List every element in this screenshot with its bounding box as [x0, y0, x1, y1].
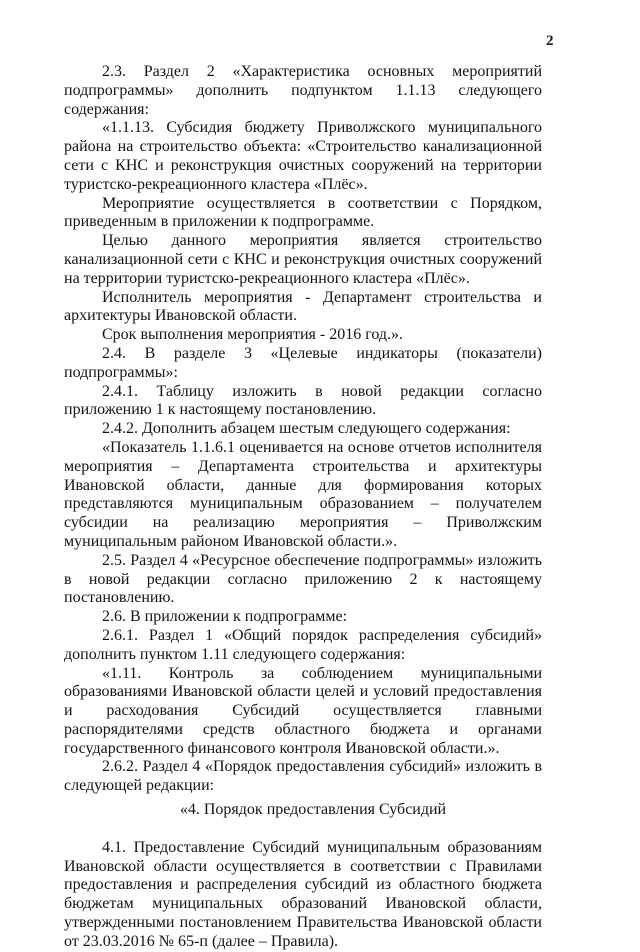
- paragraph-deadline: Срок выполнения мероприятия - 2016 год.».: [102, 326, 404, 344]
- paragraph-2-5: 2.5. Раздел 4 «Ресурсное обеспечение подпрограммы» изложить в новой редакции согласно приложению 2 к настоящему постановлению.: [64, 551, 542, 607]
- paragraph-4-1: 4.1. Предоставление Субсидий муниципальным образованиям Ивановской области осуществляется в соответствии с Правилами предоставления и распределения субсидий из областного бюджета бюджетам муниципальных образований Ивановской области, утвержденными постановлением Правительства Ивановской области от 23.03.2016 № 65-п (далее – Правила).: [64, 838, 542, 950]
- paragraph-executor: Исполнитель мероприятия - Департамент строительства и архитектуры Ивановской области.: [64, 288, 542, 325]
- paragraph-2-4-1: 2.4.1. Таблицу изложить в новой редакции согласно приложению 1 к настоящему постановлению.: [64, 382, 542, 419]
- document-body: [64, 63, 542, 952]
- paragraph-2-3: 2.3. Раздел 2 «Характеристика основных мероприятий подпрограммы» дополнить подпунктом 1.1.13 следующего содержания:: [64, 63, 542, 118]
- paragraph-indicator: «Показатель 1.1.6.1 оценивается на основе отчетов исполнителя мероприятия – Департамента строительства и архитектуры Ивановской области, данные для формирования которых представляются муниципальным образованием – получателем субсидии на реализацию мероприятия – Приволжским муниципальным районом Ивановской области.».: [64, 438, 542, 550]
- section-heading: «4. Порядок предоставления Субсидий: [179, 801, 447, 819]
- paragraph-1-11: «1.11. Контроль за соблюдением муниципальными образованиями Ивановской области целей и условий предоставления и расходования Субсидий осуществляется главными распорядителями средств областного бюджета и органами государственного финансового контроля Ивановской области.».: [64, 664, 542, 757]
- paragraph-2-4: 2.4. В разделе 3 «Целевые индикаторы (показатели) подпрограммы»:: [64, 344, 542, 381]
- paragraph-implementation: Мероприятие осуществляется в соответствии с Порядком, приведенным в приложении к подпрограмме.: [64, 194, 542, 231]
- paragraph-goal: Целью данного мероприятия является строительство канализационной сети с КНС и реконструкция очистных сооружений на территории туристско-рекреационного кластера «Плёс».: [64, 232, 542, 287]
- paragraph-2-6-1: 2.6.1. Раздел 1 «Общий порядок распределения субсидий» дополнить пунктом 1.11 следующего содержания:: [64, 626, 542, 663]
- paragraph-1-1-13: «1.1.13. Субсидия бюджету Приволжского муниципального района на строительство объекта: «Строительство канализационной сети с КНС и реконструкция очистных сооружений на территории туристско-рекреационного кластера «Плёс».: [64, 119, 542, 193]
- page-number: 2: [546, 33, 554, 49]
- paragraph-2-6: 2.6. В приложении к подпрограмме:: [102, 608, 348, 626]
- paragraph-2-6-2: 2.6.2. Раздел 4 «Порядок предоставления субсидий» изложить в следующей редакции:: [64, 758, 542, 795]
- paragraph-2-4-2: 2.4.2. Дополнить абзацем шестым следующего содержания:: [102, 420, 511, 438]
